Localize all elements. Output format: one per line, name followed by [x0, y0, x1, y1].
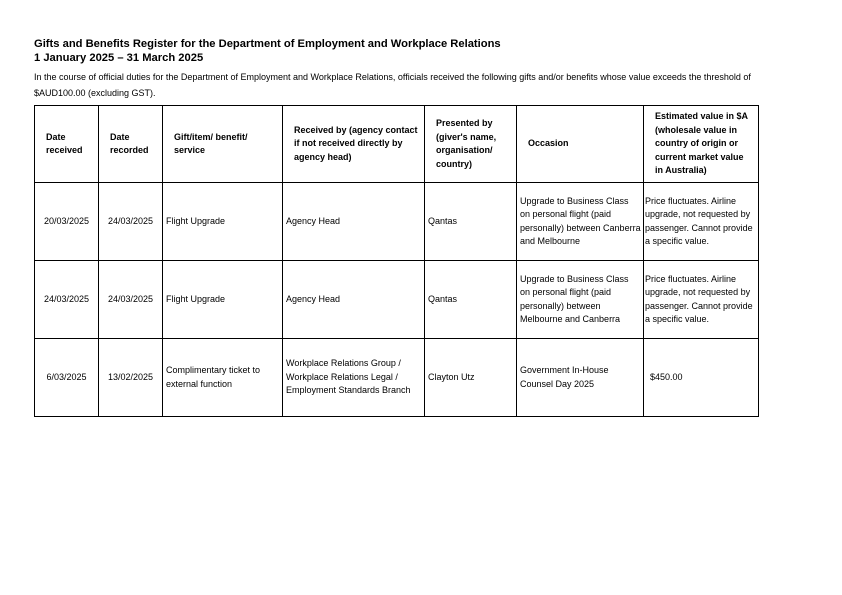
header-occasion: Occasion [517, 106, 644, 183]
cell-date-received: 6/03/2025 [35, 339, 99, 417]
table-row [35, 261, 759, 339]
header-estimated-value: Estimated value in $A (wholesale value in country of origin or current market value in Australia) [644, 106, 759, 183]
header-received-by: Received by (agency contact if not received directly by agency head) [283, 106, 425, 183]
intro-paragraph: In the course of official duties for the Department of Employment and Workplace Relations, officials received the following gifts and/or benefits whose value exceeds the threshold of $AUD100.00 (excluding GST). [34, 72, 751, 98]
gifts-register-table [34, 105, 759, 417]
header-date-received: Date received [35, 106, 99, 183]
reporting-period: 1 January 2025 – 31 March 2025 [34, 52, 204, 64]
cell-item: Complimentary ticket to external function [163, 339, 283, 417]
cell-occasion: Government In-House Counsel Day 2025 [517, 339, 644, 417]
cell-estimated-value: $450.00 [644, 339, 759, 417]
cell-presented-by: Qantas [425, 183, 517, 261]
table-row [35, 183, 759, 261]
cell-estimated-value: Price fluctuates. Airline upgrade, not requested by passenger. Cannot provide a specific value. [644, 183, 759, 261]
cell-received-by: Workplace Relations Group / Workplace Relations Legal / Employment Standards Branch [283, 339, 425, 417]
table-row [35, 339, 759, 417]
cell-presented-by: Qantas [425, 261, 517, 339]
cell-item: Flight Upgrade [163, 183, 283, 261]
header-gift-item: Gift/item/ benefit/ service [163, 106, 283, 183]
cell-date-recorded: 24/03/2025 [99, 183, 163, 261]
cell-item: Flight Upgrade [163, 261, 283, 339]
cell-date-recorded: 24/03/2025 [99, 261, 163, 339]
cell-presented-by: Clayton Utz [425, 339, 517, 417]
cell-received-by: Agency Head [283, 261, 425, 339]
cell-date-recorded: 13/02/2025 [99, 339, 163, 417]
table-header-row [35, 106, 759, 183]
cell-occasion: Upgrade to Business Class on personal flight (paid personally) between Melbourne and Canberra [517, 261, 644, 339]
cell-date-received: 24/03/2025 [35, 261, 99, 339]
document-title: Gifts and Benefits Register for the Department of Employment and Workplace Relations [34, 38, 501, 50]
cell-estimated-value: Price fluctuates. Airline upgrade, not requested by passenger. Cannot provide a specific value. [644, 261, 759, 339]
cell-occasion: Upgrade to Business Class on personal flight (paid personally) between Canberra and Melbourne [517, 183, 644, 261]
header-presented-by: Presented by (giver's name, organisation/ country) [425, 106, 517, 183]
cell-received-by: Agency Head [283, 183, 425, 261]
header-date-recorded: Date recorded [99, 106, 163, 183]
cell-date-received: 20/03/2025 [35, 183, 99, 261]
